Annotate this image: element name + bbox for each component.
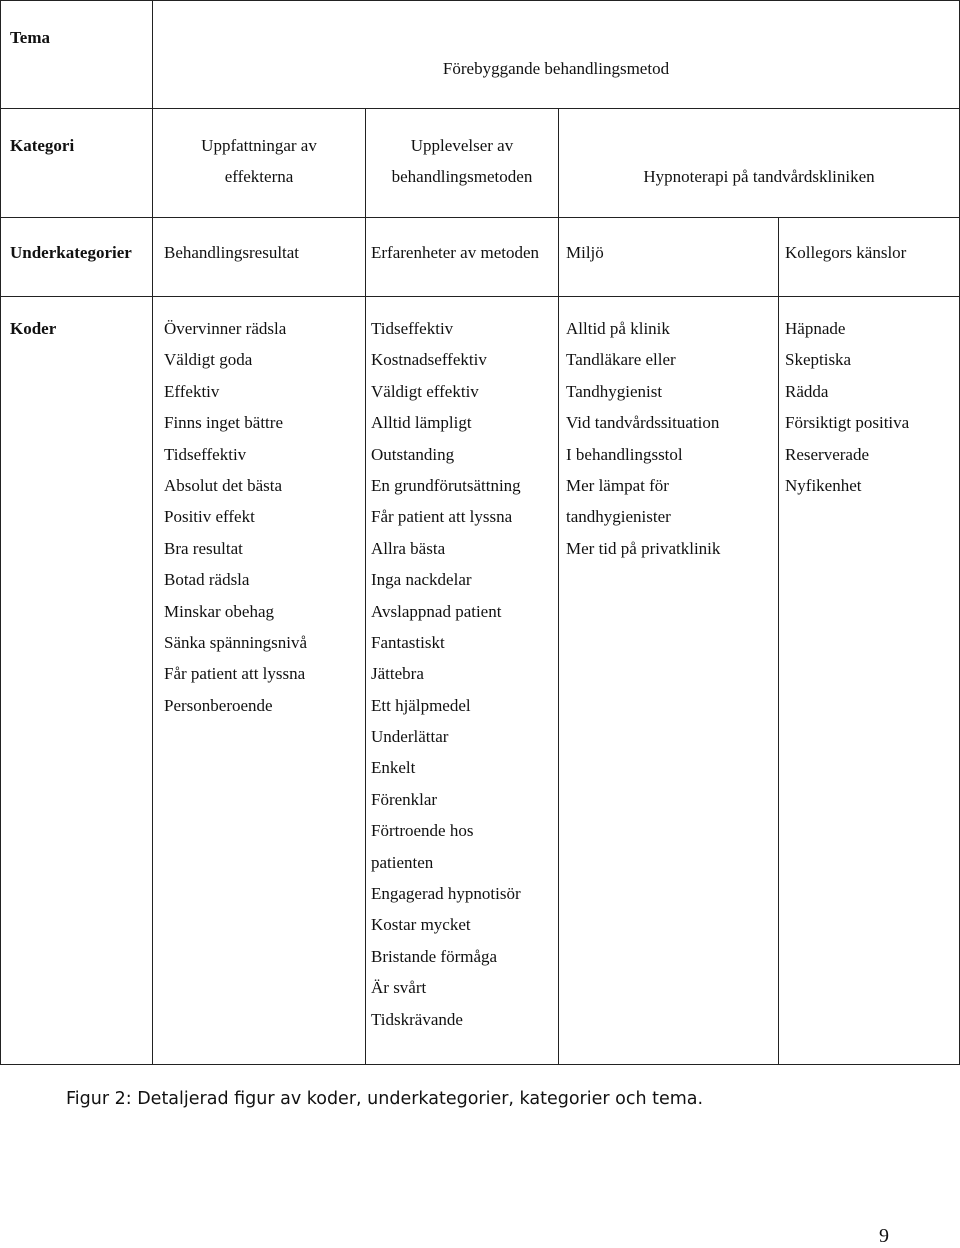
koder-col3 [566, 313, 720, 564]
kod-item: Mer tid på privatklinik [566, 538, 721, 558]
underkategori-col3: Miljö [566, 243, 604, 262]
koder-col2 [371, 313, 521, 1035]
kod-item: Övervinner rädsla [164, 319, 287, 338]
kod-item: Häpnade [785, 319, 846, 338]
kod-item: Är svårt [371, 978, 427, 998]
column-divider [558, 108, 559, 1064]
kod-item: Tandläkare eller [566, 350, 676, 370]
kod-item: Absolut det bästa [164, 475, 283, 495]
kod-item: Avslappnad patient [371, 601, 502, 621]
kategori-col2-line: behandlingsmetoden [391, 167, 533, 187]
kod-item: Fantastiskt [371, 632, 445, 652]
kod-item: Kostar mycket [371, 915, 471, 935]
kod-item: Positiv effekt [164, 507, 255, 527]
kod-item: Bra resultat [164, 538, 243, 558]
kategori-col1 [153, 130, 365, 193]
kod-item: Underlättar [371, 727, 449, 747]
kod-item: Förenklar [371, 789, 438, 809]
kod-item: Får patient att lyssna [371, 507, 513, 527]
kategori-col2 [366, 130, 558, 193]
kod-item: tandhygienister [566, 507, 671, 527]
kod-item: patienten [371, 852, 434, 872]
kod-item: Tidseffektiv [371, 319, 454, 338]
kod-item: Jättebra [371, 664, 424, 684]
kod-item: Rädda [785, 381, 829, 401]
kod-item: Ett hjälpmedel [371, 695, 471, 715]
kategori-col3: Hypnoterapi på tandvårdskliniken [643, 167, 875, 186]
kod-item: Får patient att lyssna [164, 664, 306, 684]
column-divider [365, 108, 366, 1064]
kod-item: Alltid på klinik [566, 319, 670, 338]
kod-item: Engagerad hypnotisör [371, 884, 521, 904]
kod-item: Tidseffektiv [164, 444, 247, 464]
koder-col4 [785, 313, 909, 501]
kategori-col1-line: Uppfattningar av [201, 136, 317, 155]
kod-item: Finns inget bättre [164, 413, 283, 433]
row-divider [1, 296, 959, 297]
koder-label: Koder [10, 319, 57, 338]
kategori-label: Kategori [10, 136, 75, 155]
kod-item: Minskar obehag [164, 601, 275, 621]
kod-item: Väldigt effektiv [371, 381, 479, 401]
underkategori-col2: Erfarenheter av metoden [371, 243, 540, 262]
underkategori-col4: Kollegors känslor [785, 243, 907, 262]
kod-item: Nyfikenhet [785, 475, 862, 495]
kod-item: En grundförutsättning [371, 475, 521, 495]
kod-item: Effektiv [164, 381, 220, 401]
kod-item: Alltid lämpligt [371, 413, 472, 433]
kod-item: Väldigt goda [164, 350, 253, 370]
kod-item: Tandhygienist [566, 381, 663, 401]
underkategorier-label: Underkategorier [10, 243, 132, 262]
tema-value: Förebyggande behandlingsmetod [442, 59, 670, 78]
row-divider [1, 217, 959, 218]
column-divider [778, 217, 779, 1064]
figure-caption: Figur 2: Detaljerad figur av koder, underkategorier, kategorier och tema. [66, 1089, 704, 1109]
kod-item: Reserverade [785, 444, 870, 464]
kod-item: Bristande förmåga [371, 946, 498, 966]
koder-col1 [164, 313, 307, 721]
underkategori-col1: Behandlingsresultat [164, 243, 300, 262]
kod-item: Personberoende [164, 695, 273, 715]
kod-item: I behandlingsstol [566, 444, 683, 464]
kod-item: Outstanding [371, 444, 455, 464]
kod-item: Försiktigt positiva [785, 413, 910, 433]
kod-item: Vid tandvårdssituation [566, 413, 720, 433]
kod-item: Tidskrävande [371, 1009, 463, 1029]
kod-item: Inga nackdelar [371, 570, 472, 590]
kod-item: Skeptiska [785, 350, 852, 370]
kategori-col1-line: effekterna [224, 167, 294, 187]
row-divider [1, 108, 959, 109]
kategori-col2-line: Upplevelser av [410, 136, 514, 155]
kod-item: Botad rädsla [164, 570, 250, 590]
kod-item: Kostnadseffektiv [371, 350, 487, 370]
kod-item: Förtroende hos [371, 821, 474, 841]
page-number: 9 [879, 1225, 889, 1247]
kod-item: Sänka spänningsnivå [164, 632, 308, 652]
kod-item: Enkelt [371, 758, 416, 778]
kod-item: Allra bästa [371, 538, 446, 558]
tema-label: Tema [10, 28, 50, 47]
kod-item: Mer lämpat för [566, 475, 669, 495]
